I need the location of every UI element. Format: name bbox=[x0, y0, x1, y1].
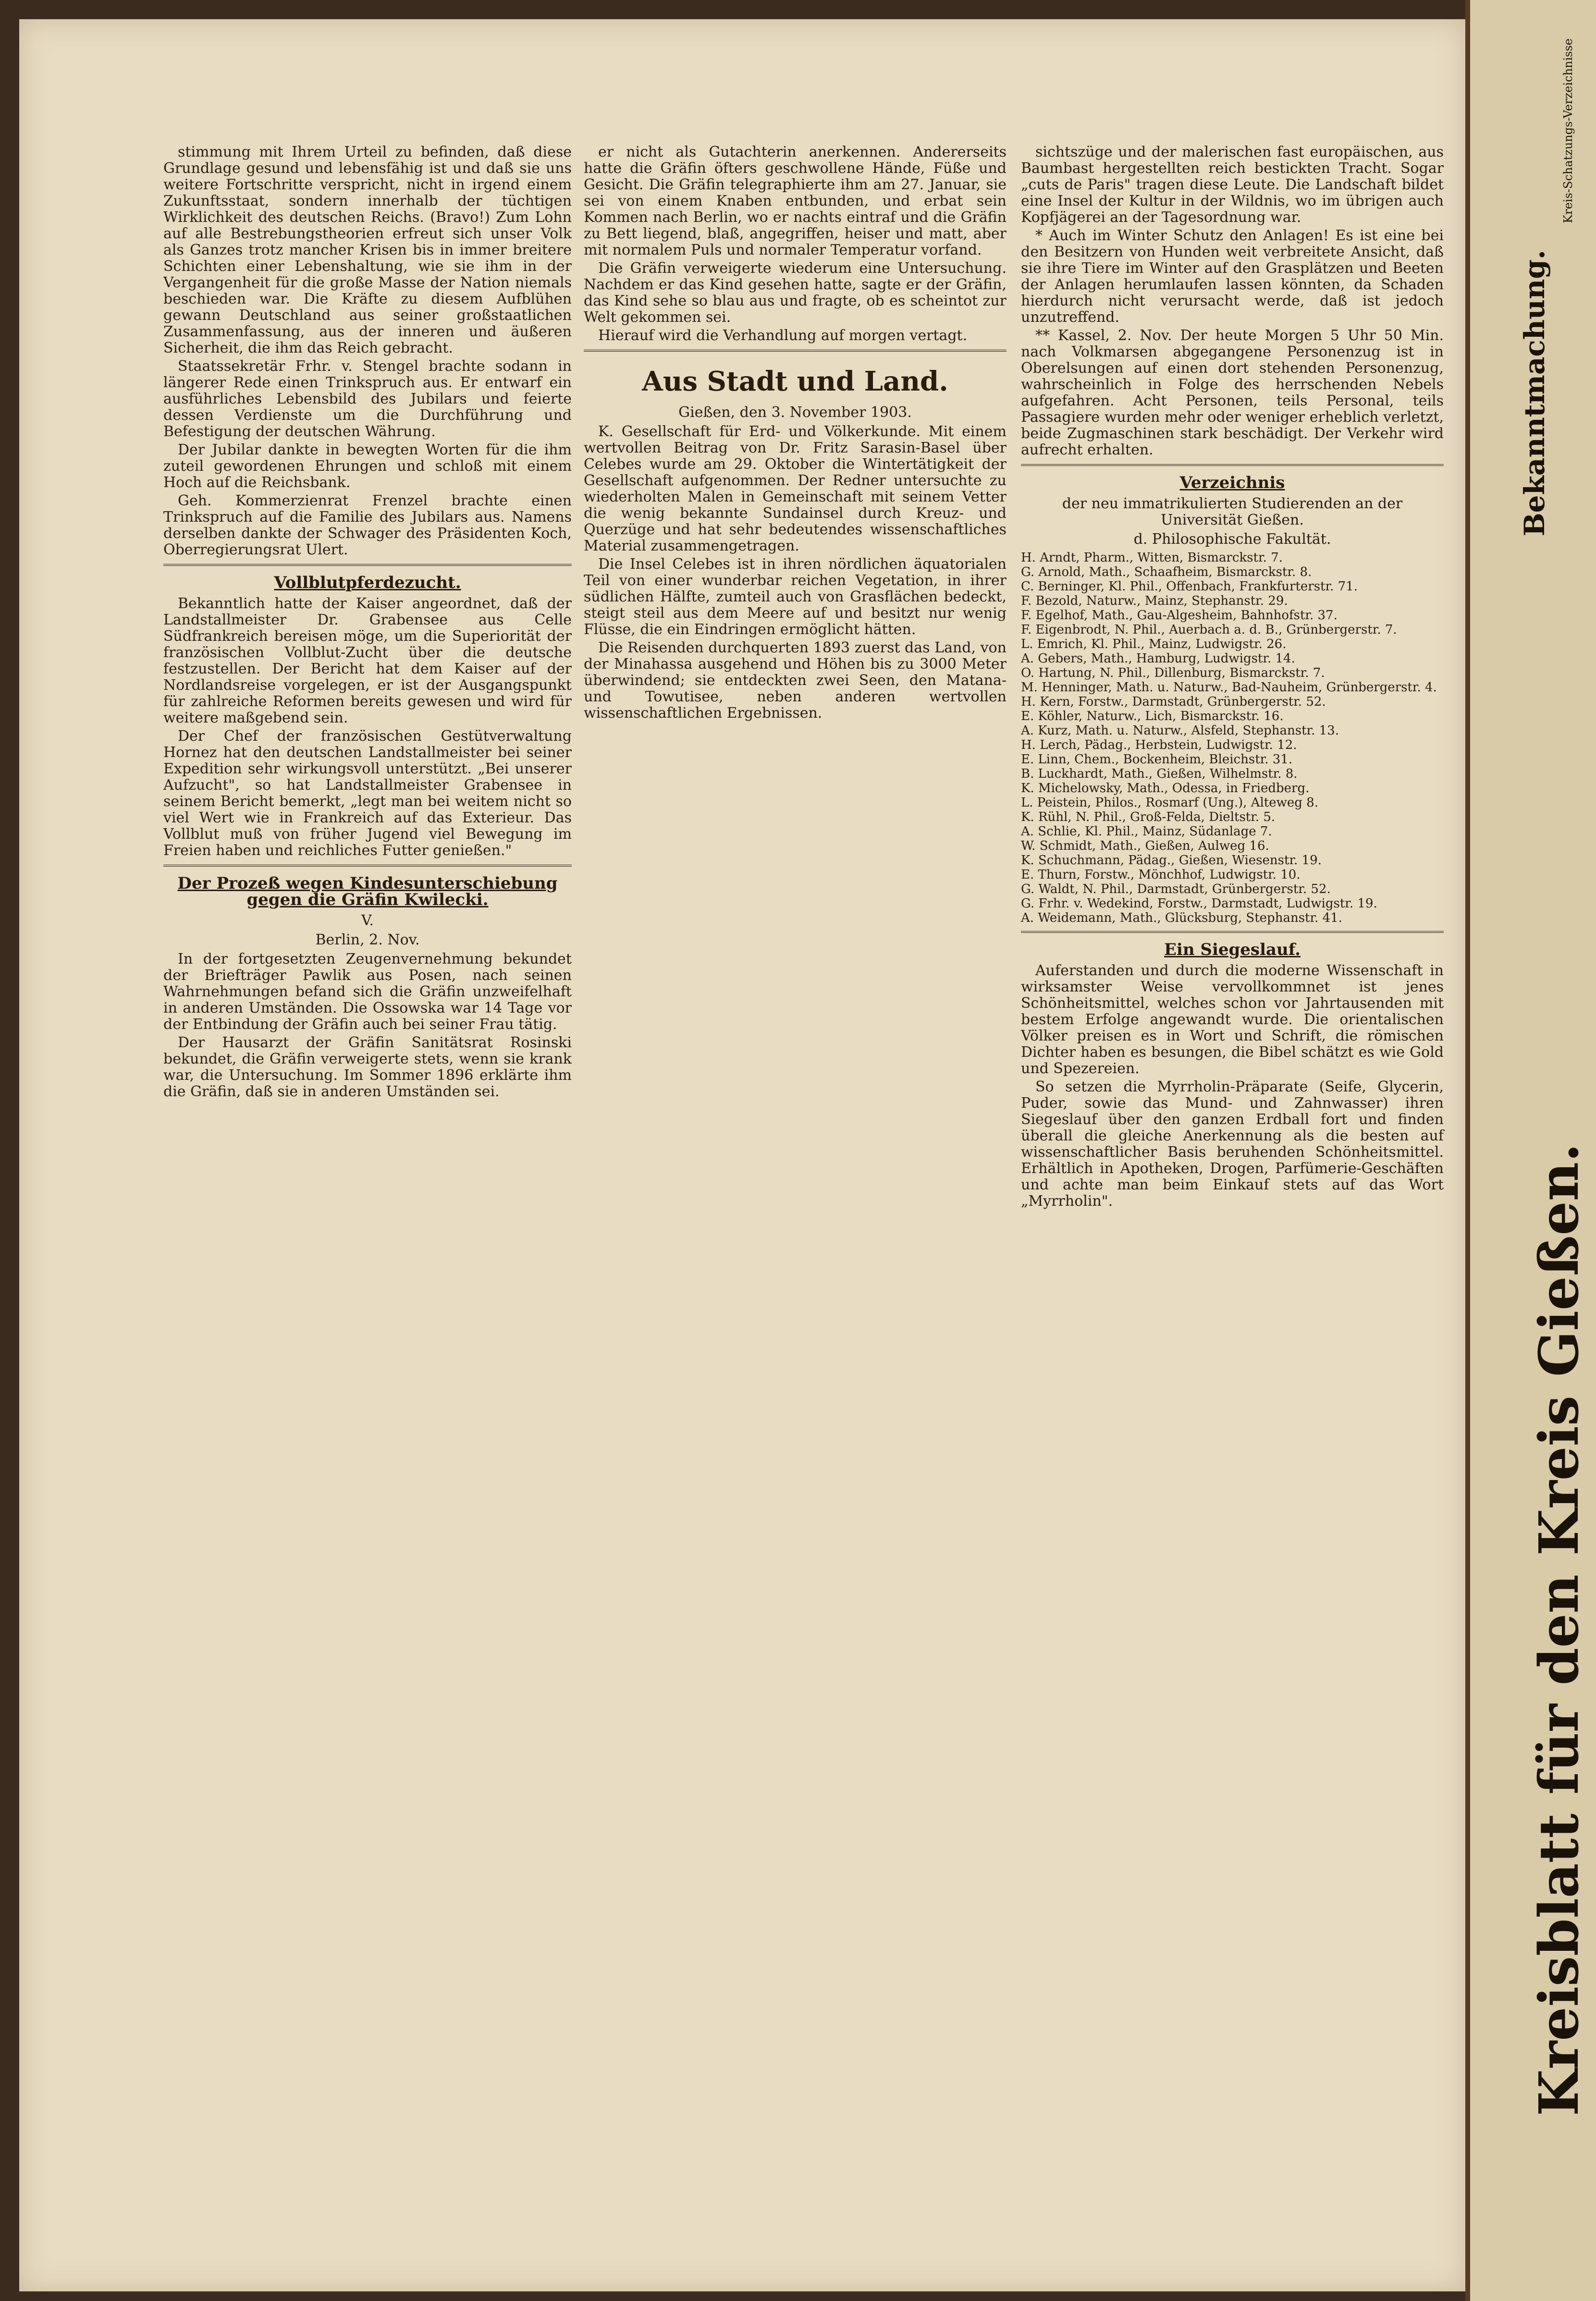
list-item: A. Schlie, Kl. Phil., Mainz, Südanlage 7. bbox=[1021, 824, 1272, 839]
list-item: A. Kurz, Math. u. Naturw., Alsfeld, Stephanstr. 13. bbox=[1021, 723, 1339, 738]
article-paragraph: Bekanntlich hatte der Kaiser angeordnet, daß der Landstallmeister Dr. Grabensee aus Celle Südfrankreich bereisen möge, um die Superiorität der französischen Vollblut-Zucht über die deutsche festzustellen. Der Bericht hat dem Kaiser auf der Nordlandsreise vorgelegen, er ist der Ausgangspunkt für zahlreiche Reformen bereits gewesen und wird für weitere maßgebend sein. bbox=[163, 595, 572, 726]
list-item: M. Henninger, Math. u. Naturw., Bad-Nauheim, Grünbergerstr. 4. bbox=[1021, 680, 1437, 695]
article-dateline: Berlin, 2. Nov. bbox=[315, 931, 420, 948]
section-divider bbox=[163, 564, 572, 566]
list-item: K. Schuchmann, Pädag., Gießen, Wiesenstr. 19. bbox=[1021, 853, 1322, 868]
list-item: O. Hartung, N. Phil., Dillenburg, Bismarckstr. 7. bbox=[1021, 666, 1325, 680]
article-part-number: V. bbox=[361, 912, 374, 929]
article-paragraph: stimmung mit Ihrem Urteil zu befinden, daß diese Grundlage gesund und lebensfähig ist und daß sie uns weitere Fortschritte verspricht, nicht in irgend einem Zukunftsstaat, sondern innerhalb der tüchtigen Wirklichkeit des deutschen Reichs. (Bravo!) Zum Lohn auf alle Bestrebungstheorien erfreut sich unser Volk als Ganzes trotz mancher Krisen bis in immer breitere Schichten einer Lebenshaltung, wie sie ihm in der Vergangenheit für die große Masse der Nation niemals beschieden war. Die Kräfte zu diesem Aufblühen gewann Deutschland aus seiner großstaatlichen Zusammenfassung, aus der inneren und äußeren Sicherheit, die ihm das Reich gebracht. bbox=[163, 144, 572, 356]
article-paragraph: Hierauf wird die Verhandlung auf morgen vertagt. bbox=[598, 327, 968, 344]
list-item: F. Eigenbrodt, N. Phil., Auerbach a. d. B., Grünbergerstr. 7. bbox=[1021, 623, 1397, 637]
advert-headline: Ein Siegeslauf. bbox=[1164, 940, 1301, 959]
student-list bbox=[1021, 551, 1444, 925]
list-item: E. Thurn, Forstw., Mönchhof, Ludwigstr. 10. bbox=[1021, 868, 1301, 882]
list-item: E. Linn, Chem., Bockenheim, Bleichstr. 31. bbox=[1021, 752, 1293, 767]
list-item: A. Weidemann, Math., Glücksburg, Stephanstr. 41. bbox=[1021, 911, 1342, 925]
list-item: L. Peistein, Philos., Rosmarf (Ung.), Alteweg 8. bbox=[1021, 796, 1318, 810]
article-paragraph: K. Gesellschaft für Erd- und Völkerkunde. Mit einem wertvollen Beitrag von Dr. Fritz Sarasin-Basel über Celebes wurde am 29. Oktober die Wintertätigkeit der Gesellschaft aufgenommen. Der Redner untersuchte zu wiederholten Malen in Gemeinschaft mit seinem Vetter die wenig bekannte Sundainsel durch Kreuz- und Querzüge und hat sehr bedeutendes wissenschaftliches Material zusammengetragen. bbox=[584, 423, 1007, 554]
article-paragraph: Geh. Kommerzienrat Frenzel brachte einen Trinkspruch auf die Familie des Jubilars aus. Namens derselben dankte der Schwager des Präsidenten Koch, Oberregierungsrat Ulert. bbox=[163, 492, 572, 558]
section-divider bbox=[163, 865, 572, 867]
article-paragraph: Der Jubilar dankte in bewegten Worten für die ihm zuteil gewordenen Ehrungen und schloß mit einem Hoch auf die Reichsbank. bbox=[163, 441, 572, 491]
article-headline: Der Prozeß wegen Kindesunterschiebung gegen die Gräfin Kwilecki. bbox=[177, 874, 558, 909]
section-divider bbox=[1021, 464, 1444, 466]
article-paragraph: * Auch im Winter Schutz den Anlagen! Es ist eine bei den Besitzern von Hunden weit verbreitete Ansicht, daß sie ihre Tiere im Winter auf den Grasplätzen und Beeten der Anlagen herumlaufen lassen könnten, da Schaden hierdurch nicht verursacht werde, daß ist jedoch unzutreffend. bbox=[1021, 227, 1444, 326]
section-divider bbox=[1021, 931, 1444, 933]
column-2 bbox=[584, 144, 1007, 723]
list-headline: Verzeichnis bbox=[1179, 473, 1285, 492]
list-item: K. Michelowsky, Math., Odessa, in Friedberg. bbox=[1021, 781, 1310, 796]
list-item: K. Rühl, N. Phil., Groß-Felda, Dieltstr. 5. bbox=[1021, 810, 1276, 824]
section-dateline: Gießen, den 3. November 1903. bbox=[678, 404, 912, 421]
section-headline: Aus Stadt und Land. bbox=[642, 366, 948, 397]
list-item: W. Schmidt, Math., Gießen, Aulweg 16. bbox=[1021, 839, 1269, 853]
list-item: G. Arnold, Math., Schaafheim, Bismarckstr. 8. bbox=[1021, 565, 1312, 579]
spine-small-text: Kreis-Schatzungs-Verzeichnisse bbox=[1561, 38, 1575, 223]
list-item: F. Egelhof, Math., Gau-Algesheim, Bahnhofstr. 37. bbox=[1021, 608, 1338, 623]
article-paragraph: ** Kassel, 2. Nov. Der heute Morgen 5 Uhr 50 Min. nach Volkmarsen abgegangene Personenzug ist in Oberelsungen auf einen dort stehenden Personenzug, wahrscheinlich in Folge des herrschenden Nebels aufgefahren. Acht Personen, teils Personal, teils Passagiere wurden mehr oder weniger erheblich verletzt, beide Zugmaschinen stark beschädigt. Der Verkehr wird aufrecht erhalten. bbox=[1021, 327, 1444, 458]
column-3 bbox=[1021, 144, 1444, 1212]
section-divider bbox=[584, 350, 1007, 352]
advert-paragraph: Auferstanden und durch die moderne Wissenschaft in wirksamster Weise vervollkommnet ist jenes Schönheitsmittel, welches schon vor Jahrtausenden mit bestem Erfolge angewandt wurde. Die orientalischen Völker preisen es in Wort und Schrift, die römischen Dichter haben es besungen, die Bibel schätzt es wie Gold und Spezereien. bbox=[1021, 962, 1444, 1077]
list-item: F. Bezold, Naturw., Mainz, Stephanstr. 29. bbox=[1021, 594, 1288, 608]
article-paragraph: er nicht als Gutachterin anerkennen. Andererseits hatte die Gräfin öfters geschwollene Hände, Füße und Gesicht. Die Gräfin telegraphierte ihm am 27. Januar, sie sei von einem Knaben entbunden, und erbat sein Kommen nach Berlin, wo er nachts eintraf und die Gräfin zu Bett liegend, blaß, angegriffen, heiser und matt, aber mit normalem Puls und normaler Temperatur vorfand. bbox=[584, 144, 1007, 258]
spine-notice-heading: Bekanntmachung. bbox=[1518, 250, 1551, 537]
list-item: A. Gebers, Math., Hamburg, Ludwigstr. 14. bbox=[1021, 651, 1295, 666]
article-paragraph: Die Insel Celebes ist in ihren nördlichen äquatorialen Teil von einer wunderbar reichen Vegetation, in ihrer südlichen Hälfte, zumteil auch von Grasflächen bedeckt, steigt steil aus dem Meere auf und besitzt nur wenig Flüsse, die ein Eindringen ermöglicht hätten. bbox=[584, 556, 1007, 638]
spine-masthead: Kreisblatt für den Kreis Gießen. bbox=[1528, 1143, 1591, 2117]
article-paragraph: Der Chef der französischen Gestütverwaltung Hornez hat den deutschen Landstallmeister bei seiner Expedition sehr wirkungsvoll unterstützt. „Bei unserer Aufzucht", so hat Landstallmeister Grabensee in seinem Bericht bemerkt, „legt man bei weitem nicht so viel Wert wie in Frankreich auf das Exterieur. Das Vollblut muß von früher Jugend viel Bewegung im Freien haben und reichliches Futter genießen." bbox=[163, 728, 572, 859]
article-paragraph: In der fortgesetzten Zeugenvernehmung bekundet der Briefträger Pawlik aus Posen, nach seinen Wahrnehmungen befand sich die Gräfin unzweifelhaft in anderen Umständen. Die Ossowska war 14 Tage vor der Entbindung der Gräfin auch bei seiner Frau tätig. bbox=[163, 951, 572, 1033]
list-item: G. Waldt, N. Phil., Darmstadt, Grünbergerstr. 52. bbox=[1021, 882, 1331, 896]
article-paragraph: sichtszüge und der malerischen fast europäischen, aus Baumbast hergestellten reich bestickten Tracht. Sogar „cuts de Paris" tragen diese Leute. Die Landschaft bildet eine Insel der Kultur in der Wildnis, wo im übrigen auch Kopfjägerei an der Tagesordnung war. bbox=[1021, 144, 1444, 226]
advert-paragraph: So setzen die Myrrholin-Präparate (Seife, Glycerin, Puder, sowie das Mund- und Zahnwasser) ihren Siegeslauf über den ganzen Erdball fort und finden überall die gleiche Anerkennung als die besten auf wissenschaftlicher Basis beruhenden Schönheitsmittel. Erhältlich in Apotheken, Drogen, Parfümerie-Geschäften und achte man beim Einkauf stets auf das Wort „Myrrholin". bbox=[1021, 1078, 1444, 1210]
list-subtitle: der neu immatrikulierten Studierenden an der Universität Gießen. bbox=[1062, 495, 1403, 528]
article-paragraph: Die Gräfin verweigerte wiederum eine Untersuchung. Nachdem er das Kind gesehen hatte, sagte er der Gräfin, das Kind sehe so blau aus und fragte, ob es scheintot zur Welt gekommen sei. bbox=[584, 260, 1007, 326]
article-paragraph: Der Hausarzt der Gräfin Sanitätsrat Rosinski bekundet, die Gräfin verweigerte stets, wenn sie krank war, die Untersuchung. Im Sommer 1896 erklärte ihm die Gräfin, daß sie in anderen Umständen sei. bbox=[163, 1034, 572, 1100]
list-item: C. Berninger, Kl. Phil., Offenbach, Frankfurterstr. 71. bbox=[1021, 579, 1358, 594]
list-item: H. Arndt, Pharm., Witten, Bismarckstr. 7. bbox=[1021, 551, 1283, 565]
list-item: B. Luckhardt, Math., Gießen, Wilhelmstr. 8. bbox=[1021, 767, 1298, 781]
list-item: H. Kern, Forstw., Darmstadt, Grünbergerstr. 52. bbox=[1021, 695, 1326, 709]
list-item: L. Emrich, Kl. Phil., Mainz, Ludwigstr. 26. bbox=[1021, 637, 1287, 651]
list-item: G. Frhr. v. Wedekind, Forstw., Darmstadt, Ludwigstr. 19. bbox=[1021, 896, 1377, 911]
list-item: E. Köhler, Naturw., Lich, Bismarckstr. 16. bbox=[1021, 709, 1284, 723]
column-1 bbox=[163, 144, 572, 1102]
list-item: H. Lerch, Pädag., Herbstein, Ludwigstr. 12. bbox=[1021, 738, 1297, 752]
list-faculty: d. Philosophische Fakultät. bbox=[1133, 531, 1331, 548]
article-headline: Vollblutpferdezucht. bbox=[274, 573, 461, 592]
article-paragraph: Die Reisenden durchquerten 1893 zuerst das Land, von der Minahassa ausgehend und Höhen bis zu 3000 Meter überwindend; sie entdeckten zwei Seen, den Matana- und Towutisee, neben anderen wertvollen wissenschaftlichen Ergebnissen. bbox=[584, 639, 1007, 722]
article-paragraph: Staatssekretär Frhr. v. Stengel brachte sodann in längerer Rede einen Trinkspruch aus. Er entwarf ein ausführliches Lebensbild des Jubilars und feierte dessen Verdienste um die Durchführung und Befestigung der deutschen Währung. bbox=[163, 358, 572, 440]
